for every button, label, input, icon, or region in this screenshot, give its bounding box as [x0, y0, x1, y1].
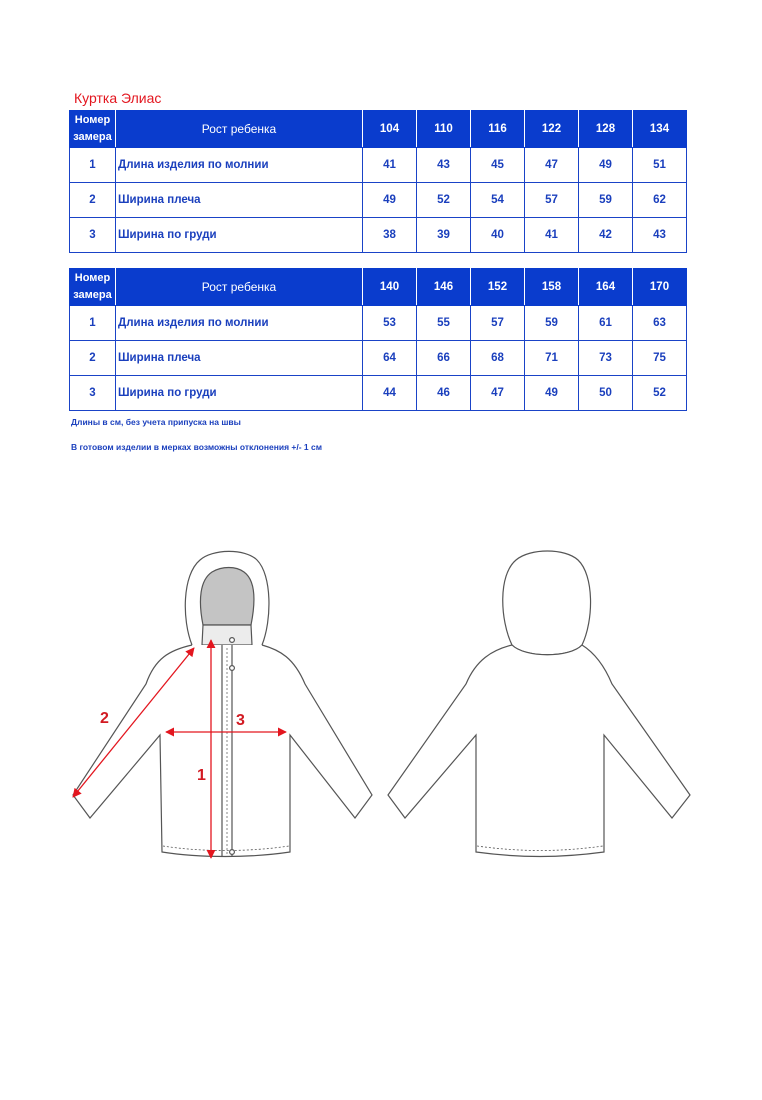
measure-label-3: 3 [236, 712, 245, 729]
measure-value: 52 [633, 376, 687, 411]
measure-value: 46 [417, 376, 471, 411]
measure-value: 44 [363, 376, 417, 411]
jacket-drawing [0, 540, 762, 880]
measure-value: 40 [471, 218, 525, 253]
measure-number-header: Номер замера [70, 111, 116, 148]
measure-name: Длина изделия по молнии [116, 148, 363, 183]
hood-lining [200, 568, 253, 626]
child-height-header: Рост ребенка [116, 111, 363, 148]
jacket-front [73, 551, 372, 857]
measure-value: 64 [363, 341, 417, 376]
hood-back [503, 551, 591, 655]
measure-number: 2 [70, 341, 116, 376]
measure-value: 61 [579, 306, 633, 341]
measure-name: Ширина по груди [116, 218, 363, 253]
back-body-outline [388, 645, 690, 857]
snap-button [230, 850, 235, 855]
size-header: 158 [525, 269, 579, 306]
measure-name: Длина изделия по молнии [116, 306, 363, 341]
measure-name: Ширина плеча [116, 341, 363, 376]
table-row [70, 376, 687, 411]
measure-value: 43 [633, 218, 687, 253]
measure-label-2: 2 [100, 710, 109, 727]
collar [202, 625, 252, 645]
measure-value: 63 [633, 306, 687, 341]
size-header: 152 [471, 269, 525, 306]
size-header: 170 [633, 269, 687, 306]
table-row [70, 306, 687, 341]
child-height-header: Рост ребенка [116, 269, 363, 306]
measure-value: 59 [579, 183, 633, 218]
size-header: 146 [417, 269, 471, 306]
snap-button [230, 666, 235, 671]
measure-value: 54 [471, 183, 525, 218]
measure-number: 2 [70, 183, 116, 218]
measure-value: 50 [579, 376, 633, 411]
size-header: 110 [417, 111, 471, 148]
size-header: 134 [633, 111, 687, 148]
measure-value: 42 [579, 218, 633, 253]
size-header: 140 [363, 269, 417, 306]
measure-value: 43 [417, 148, 471, 183]
table-header-row [70, 111, 687, 148]
table-row [70, 183, 687, 218]
measure-value: 41 [525, 218, 579, 253]
measure-value: 38 [363, 218, 417, 253]
size-header: 164 [579, 269, 633, 306]
measure-value: 45 [471, 148, 525, 183]
measure-label-1: 1 [197, 767, 206, 784]
measure-value: 57 [471, 306, 525, 341]
measure-value: 75 [633, 341, 687, 376]
measure-value: 73 [579, 341, 633, 376]
measure-number: 1 [70, 148, 116, 183]
measure-value: 59 [525, 306, 579, 341]
measure-value: 51 [633, 148, 687, 183]
note-tolerance: В готовом изделии в мерках возможны отклонения +/- 1 см [71, 442, 323, 452]
measure-value: 39 [417, 218, 471, 253]
measure-value: 49 [579, 148, 633, 183]
measure-value: 66 [417, 341, 471, 376]
measure-value: 57 [525, 183, 579, 218]
measure-number: 3 [70, 218, 116, 253]
jacket-back [388, 551, 690, 857]
size-header: 122 [525, 111, 579, 148]
size-header: 116 [471, 111, 525, 148]
measure-number: 1 [70, 306, 116, 341]
table-row [70, 341, 687, 376]
size-header: 104 [363, 111, 417, 148]
note-units: Длины в см, без учета припуска на швы [71, 417, 241, 427]
measure-value: 53 [363, 306, 417, 341]
measure-value: 49 [525, 376, 579, 411]
measure-value: 62 [633, 183, 687, 218]
snap-button [230, 638, 235, 643]
size-table-1 [69, 110, 687, 253]
measure-value: 47 [471, 376, 525, 411]
table-row [70, 148, 687, 183]
size-header: 128 [579, 111, 633, 148]
table-header-row [70, 269, 687, 306]
measure-value: 47 [525, 148, 579, 183]
measure-number-header: Номер замера [70, 269, 116, 306]
measure-name: Ширина плеча [116, 183, 363, 218]
measure-value: 71 [525, 341, 579, 376]
measure-value: 68 [471, 341, 525, 376]
page-title: Куртка Элиас [74, 90, 162, 106]
table-row [70, 218, 687, 253]
measure-value: 52 [417, 183, 471, 218]
measure-value: 41 [363, 148, 417, 183]
measure-value: 49 [363, 183, 417, 218]
measure-value: 55 [417, 306, 471, 341]
measure-number: 3 [70, 376, 116, 411]
size-table-2 [69, 268, 687, 411]
measure-name: Ширина по груди [116, 376, 363, 411]
